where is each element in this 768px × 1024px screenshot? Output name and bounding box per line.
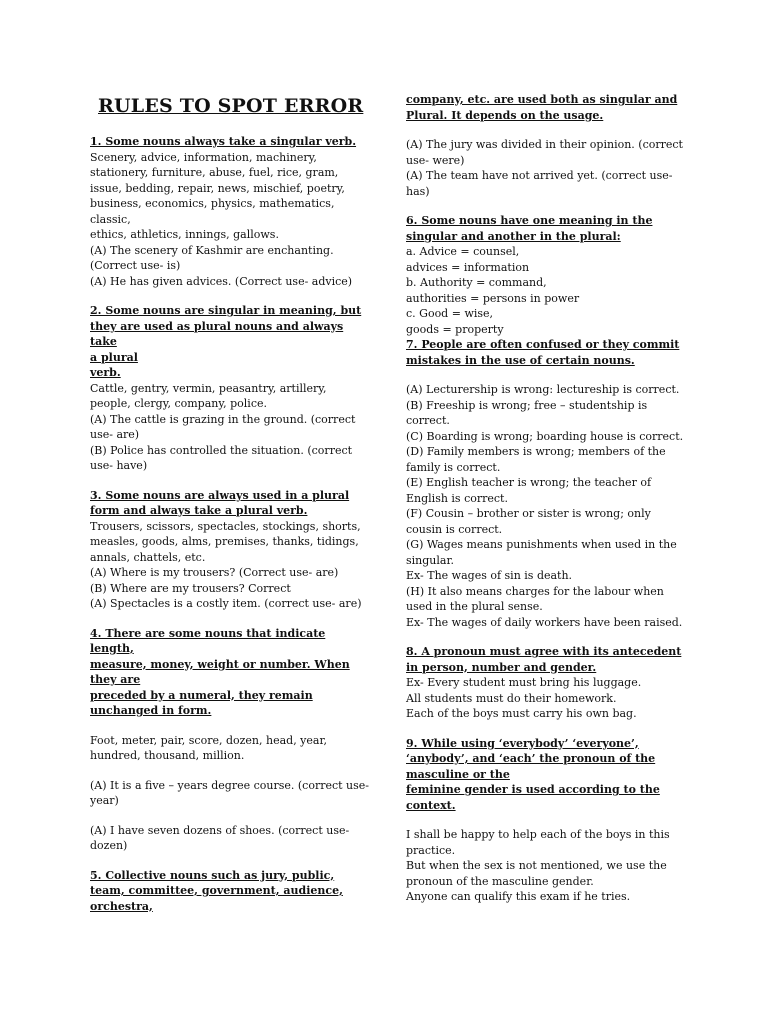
text-line: (A) He has given advices. (Correct use- advice) xyxy=(90,274,353,288)
right-column xyxy=(406,92,688,905)
text-line: ethics, athletics, innings, gallows. xyxy=(90,228,279,241)
text-line: Cattle, gentry, vermin, peasantry, artillery, xyxy=(90,381,327,395)
text-line: Anyone can qualify this exam if he tries. xyxy=(406,890,631,903)
rule-heading: team, committee, government, audience, xyxy=(90,884,343,897)
text-line: Foot, meter, pair, score, dozen, head, year, xyxy=(90,733,328,747)
spacer xyxy=(90,474,370,488)
spacer xyxy=(406,199,688,213)
rule-heading: ‘anybody’, and ‘each’ the pronoun of the xyxy=(406,752,656,765)
right-column-body xyxy=(406,92,688,905)
text-line: cousin is correct. xyxy=(406,522,503,536)
text-line: practice. xyxy=(406,843,456,857)
text-line: use- have) xyxy=(90,459,148,472)
text-line: a. Advice = counsel, xyxy=(406,245,520,258)
text-line: (A) Spectacles is a costly item. (correct use- are) xyxy=(90,597,362,610)
text-line: Trousers, scissors, spectacles, stockings, shorts, xyxy=(90,519,361,533)
text-line: (B) Where are my trousers? Correct xyxy=(90,581,291,595)
rule-heading: masculine or the xyxy=(406,767,510,781)
text-line: b. Authority = command, xyxy=(406,276,547,289)
rule-heading: form and always take a plural verb. xyxy=(90,504,308,517)
left-column-body xyxy=(90,134,370,914)
rule-heading: in person, number and gender. xyxy=(406,660,597,674)
text-line: (A) The cattle is grazing in the ground. (correct xyxy=(90,412,356,426)
rule-heading: a plural xyxy=(90,350,138,364)
rule-heading: 1. Some nouns always take a singular verb. xyxy=(90,135,357,148)
text-line: Ex- The wages of sin is death. xyxy=(406,569,573,582)
spacer xyxy=(406,630,688,644)
text-line: advices = information xyxy=(406,260,530,274)
text-line: has) xyxy=(406,184,430,198)
page-title: RULES TO SPOT ERROR xyxy=(98,95,364,117)
text-line: (A) I have seven dozens of shoes. (correct use- xyxy=(90,823,350,837)
text-line: (G) Wages means punishments when used in the xyxy=(406,538,677,551)
text-line: use- are) xyxy=(90,428,140,441)
text-line: people, clergy, company, police. xyxy=(90,397,267,410)
text-line: (D) Family members is wrong; members of the xyxy=(406,445,666,458)
text-line: goods = property xyxy=(406,322,504,336)
text-line: use- were) xyxy=(406,153,465,167)
rule-heading: 3. Some nouns are always used in a plural xyxy=(90,488,350,502)
text-line: (E) English teacher is wrong; the teacher of xyxy=(406,476,652,489)
spacer xyxy=(406,813,688,827)
spacer xyxy=(90,612,370,626)
text-line: (A) Where is my trousers? (Correct use- are) xyxy=(90,566,339,579)
text-line: year) xyxy=(90,794,119,807)
text-line: authorities = persons in power xyxy=(406,291,580,305)
text-line: All students must do their homework. xyxy=(406,691,617,705)
text-line: (A) The scenery of Kashmir are enchanting. xyxy=(90,243,334,257)
text-line: (A) The jury was divided in their opinion. (correct xyxy=(406,138,683,151)
rule-heading: 2. Some nouns are singular in meaning, but xyxy=(90,304,362,317)
rule-heading: 8. A pronoun must agree with its antecedent xyxy=(406,645,682,658)
text-line: issue, bedding, repair, news, mischief, poetry, xyxy=(90,181,345,195)
text-line: (C) Boarding is wrong; boarding house is correct. xyxy=(406,429,684,443)
text-line: (B) Freeship is wrong; free – studentship is xyxy=(406,398,648,412)
rule-heading: preceded by a numeral, they remain xyxy=(90,688,313,702)
text-line: measles, goods, alms, premises, thanks, tidings, xyxy=(90,535,359,548)
spacer xyxy=(90,809,370,823)
rule-heading: 5. Collective nouns such as jury, public, xyxy=(90,868,335,882)
spacer xyxy=(406,722,688,736)
rule-heading: unchanged in form. xyxy=(90,704,212,717)
text-line: business, economics, physics, mathematics, xyxy=(90,197,335,210)
text-line: correct. xyxy=(406,414,450,427)
text-line: stationery, furniture, abuse, fuel, rice, gram, xyxy=(90,166,339,179)
left-column xyxy=(90,92,370,914)
text-line: (H) It also means charges for the labour when xyxy=(406,584,664,598)
rule-heading: feminine gender is used according to the xyxy=(406,783,660,796)
spacer xyxy=(406,368,688,382)
rule-heading: company, etc. are used both as singular and xyxy=(406,93,678,106)
rule-heading: they are xyxy=(90,673,141,686)
rule-heading: measure, money, weight or number. When xyxy=(90,657,350,671)
text-line: singular. xyxy=(406,553,454,567)
spacer xyxy=(406,123,688,137)
spacer xyxy=(90,289,370,303)
text-line: pronoun of the masculine gender. xyxy=(406,874,594,888)
text-line: (A) Lecturership is wrong: lectureship is correct. xyxy=(406,383,680,396)
spacer xyxy=(90,764,370,778)
spacer xyxy=(90,719,370,733)
text-line: (F) Cousin – brother or sister is wrong; only xyxy=(406,507,651,520)
text-line: Ex- Every student must bring his luggage. xyxy=(406,676,642,689)
text-line: English is correct. xyxy=(406,491,508,505)
text-line: c. Good = wise, xyxy=(406,307,494,320)
text-line: Each of the boys must carry his own bag. xyxy=(406,707,637,720)
text-line: hundred, thousand, million. xyxy=(90,749,245,762)
text-line: (A) It is a five – years degree course. (correct use- xyxy=(90,778,370,792)
text-line: family is correct. xyxy=(406,460,501,474)
text-line: Ex- The wages of daily workers have been raised. xyxy=(406,615,683,629)
rule-heading: singular and another in the plural: xyxy=(406,229,621,243)
text-line: classic, xyxy=(90,212,131,226)
text-line: (Correct use- is) xyxy=(90,259,181,272)
rule-heading: context. xyxy=(406,798,456,812)
text-line: used in the plural sense. xyxy=(406,600,543,613)
text-line: Scenery, advice, information, machinery, xyxy=(90,150,317,164)
rule-heading: mistakes in the use of certain nouns. xyxy=(406,353,635,367)
rule-heading: 6. Some nouns have one meaning in the xyxy=(406,214,653,227)
rule-heading: 4. There are some nouns that indicate length, xyxy=(90,626,326,655)
text-line: I shall be happy to help each of the boys in this xyxy=(406,828,670,841)
text-line: But when the sex is not mentioned, we use the xyxy=(406,859,667,872)
rule-heading: Plural. It depends on the usage. xyxy=(406,108,604,122)
spacer xyxy=(90,854,370,868)
text-line: (B) Police has controlled the situation. (correct xyxy=(90,443,353,457)
rule-heading: they are used as plural nouns and always take xyxy=(90,319,344,348)
text-line: (A) The team have not arrived yet. (correct use- xyxy=(406,169,673,182)
text-line: dozen) xyxy=(90,839,128,852)
rule-heading: verb. xyxy=(90,366,121,379)
rule-heading: orchestra, xyxy=(90,899,153,913)
rule-heading: 9. While using ‘everybody’ ‘everyone’, xyxy=(406,736,639,750)
text-line: annals, chattels, etc. xyxy=(90,550,206,564)
rule-heading: 7. People are often confused or they commit xyxy=(406,338,680,351)
